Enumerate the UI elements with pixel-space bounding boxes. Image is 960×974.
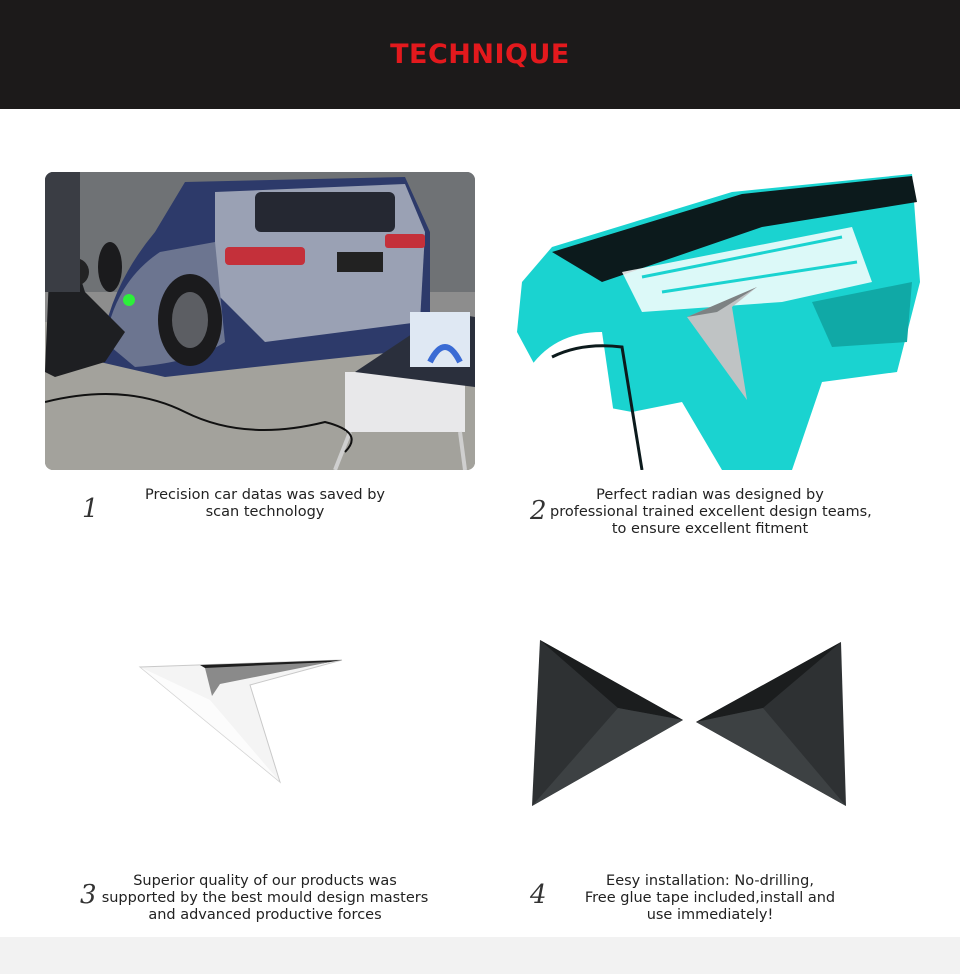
step-2-line-2: professional trained excellent design teams, <box>550 504 872 520</box>
step-3-line-3: and advanced productive forces <box>148 907 382 923</box>
step-3-caption <box>100 873 430 924</box>
step-1-line-2: scan technology <box>205 504 325 520</box>
step-2-caption <box>550 487 870 538</box>
carbon-trim-pair-photo <box>528 638 853 813</box>
footer-band <box>0 937 960 974</box>
step-3-line-2: supported by the best mould design masters <box>101 890 429 906</box>
step-1-line-1: Precision car datas was saved by <box>144 487 385 503</box>
step-4-caption <box>570 873 850 924</box>
white-trim-piece-photo <box>130 640 350 790</box>
step-2-line-1: Perfect radian was designed by <box>596 487 824 503</box>
bumper-model-render <box>512 172 920 470</box>
page-title: TECHNIQUE <box>390 39 570 70</box>
step-1-caption <box>115 487 415 521</box>
car-scanning-photo <box>45 172 475 470</box>
page-header <box>0 0 960 109</box>
step-3-line-1: Superior quality of our products was <box>133 873 397 889</box>
step-2-number: 2 <box>530 496 547 526</box>
step-4-line-2: Free glue tape included,install and <box>584 890 836 906</box>
step-4-line-3: use immediately! <box>646 907 774 923</box>
step-2-line-3: to ensure excellent fitment <box>611 521 809 537</box>
step-4-line-1: Eesy installation: No-drilling, <box>606 873 814 889</box>
step-4-number: 4 <box>530 880 547 910</box>
step-3-number: 3 <box>80 880 97 910</box>
step-1-number: 1 <box>82 494 99 524</box>
